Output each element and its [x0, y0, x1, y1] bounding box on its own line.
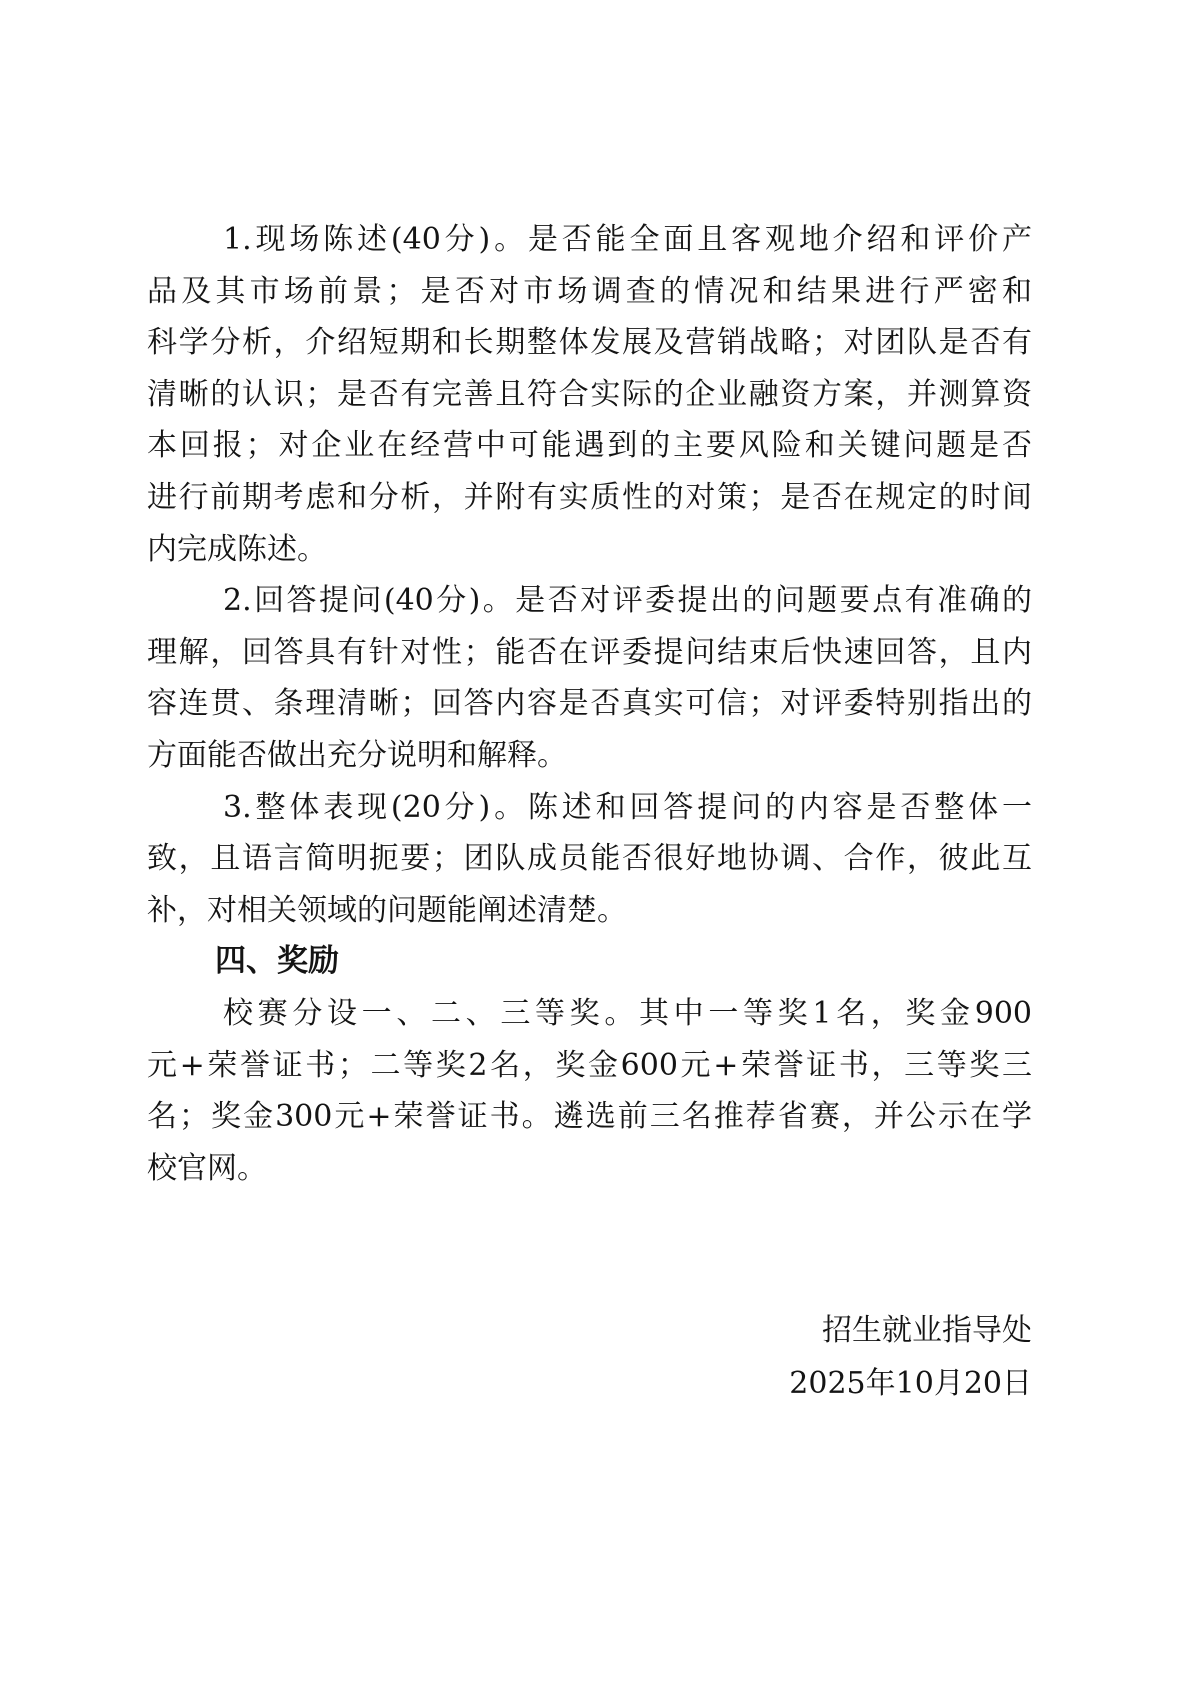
- text-line: 内完成陈述。: [147, 531, 327, 567]
- text-line: 2.回答提问(40分)。是否对评委提出的问题要点有准确的: [223, 583, 1032, 619]
- text-line: 清晰的认识；是否有完善且符合实际的企业融资方案，并测算资: [147, 376, 1032, 412]
- scoring-item-1: [147, 214, 1032, 575]
- scoring-item-2: [147, 575, 1032, 781]
- text-line: 校官网。: [147, 1150, 267, 1186]
- text-line: 致，且语言简明扼要；团队成员能否很好地协调、合作，彼此互: [147, 841, 1032, 877]
- text-line: 方面能否做出充分说明和解释。: [147, 737, 567, 773]
- text-line: 名；奖金300元+荣誉证书。遴选前三名推荐省赛，并公示在学: [147, 1099, 1032, 1135]
- document-body: [147, 214, 1032, 1410]
- text-line: 1.现场陈述(40分)。是否能全面且客观地介绍和评价产: [223, 222, 1032, 257]
- text-line: 校赛分设一、二、三等奖。其中一等奖1名，奖金900: [223, 995, 1032, 1031]
- text-line: 本回报；对企业在经营中可能遇到的主要风险和关键问题是否: [147, 428, 1032, 464]
- text-line: 进行前期考虑和分析，并附有实质性的对策；是否在规定的时间: [147, 479, 1032, 515]
- text-line: 理解，回答具有针对性；能否在评委提问结束后快速回答，且内: [147, 634, 1032, 670]
- signature-block: [147, 1304, 1032, 1410]
- scoring-item-3: [147, 782, 1032, 937]
- text-line: 3.整体表现(20分)。陈述和回答提问的内容是否整体一: [223, 789, 1032, 825]
- section-heading: 四、奖励: [215, 943, 339, 980]
- text-line: 补，对相关领域的问题能阐述清楚。: [147, 892, 627, 928]
- text-line: 容连贯、条理清晰；回答内容是否真实可信；对评委特别指出的: [147, 686, 1032, 722]
- text-line: 元+荣誉证书；二等奖2名，奖金600元+荣誉证书，三等奖三: [147, 1047, 1032, 1083]
- signature-department: 招生就业指导处: [822, 1313, 1032, 1349]
- section-awards: [147, 936, 1032, 1194]
- text-line: 科学分析，介绍短期和长期整体发展及营销战略；对团队是否有: [147, 325, 1032, 361]
- text-line: 品及其市场前景；是否对市场调查的情况和结果进行严密和: [147, 273, 1032, 309]
- signature-date: 2025年10月20日: [789, 1366, 1032, 1402]
